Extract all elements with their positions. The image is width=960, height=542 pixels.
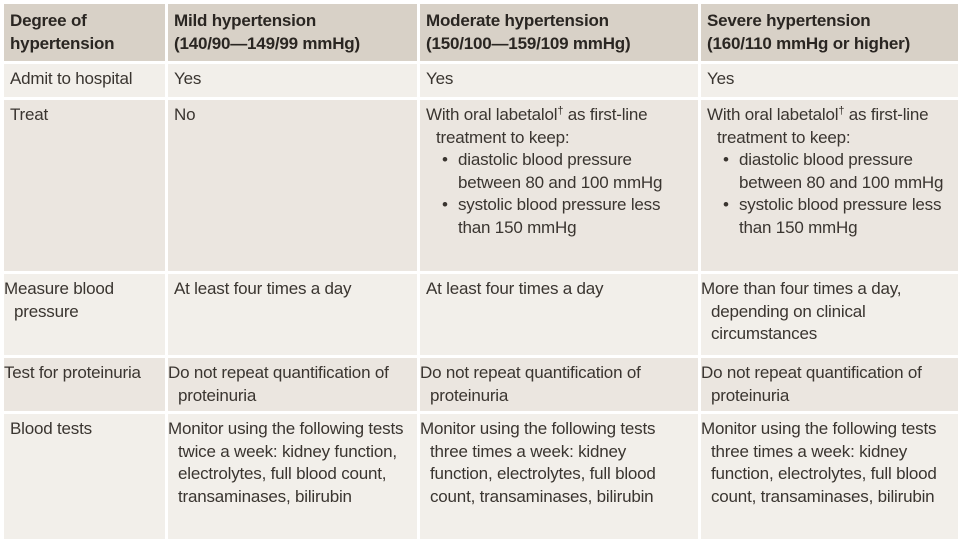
treat-severe-bullets: [707, 149, 952, 239]
header-mild-title: Mild hypertension: [174, 11, 317, 30]
row-treat-label: Treat: [3, 99, 167, 273]
row-measure-severe: More than four times a day, depending on clinical circumstances: [700, 273, 960, 357]
row-blood-tests-severe: Monitor using the following tests three times a week: kidney function, electrolytes, full blood count, transaminases, bilirubin: [700, 413, 960, 541]
header-degree-line1: Degree of: [10, 11, 87, 30]
header-degree-line2: hypertension: [10, 33, 115, 53]
row-blood-tests: [3, 413, 960, 541]
treat-severe-intro-end: as first-line treatment to keep:: [717, 105, 929, 147]
row-treat-mild: No: [167, 99, 419, 273]
row-treat-severe: [700, 99, 960, 273]
dagger-mark: †: [838, 105, 845, 117]
treat-moderate-intro-text: With oral labetalol: [426, 105, 558, 124]
dagger-mark: †: [557, 105, 564, 117]
row-treat: [3, 99, 960, 273]
row-admit: [3, 63, 960, 99]
treat-moderate-bullet-diastolic: • diastolic blood pressure between 80 and 100 mmHg: [438, 149, 692, 194]
header-severe-range: (160/110 mmHg or higher): [707, 33, 911, 53]
row-admit-moderate: Yes: [419, 63, 700, 99]
treat-moderate-bullets: [426, 149, 692, 239]
row-measure-moderate: At least four times a day: [419, 273, 700, 357]
treat-severe-bullet-systolic: • systolic blood pressure less than 150 mmHg: [719, 194, 952, 239]
header-row: [3, 3, 960, 63]
hypertension-management-table: [1, 1, 960, 542]
header-mild: [167, 3, 419, 63]
header-severe-title: Severe hypertension: [707, 11, 871, 30]
header-severe: [700, 3, 960, 63]
header-mild-range: (140/90—149/99 mmHg): [174, 33, 360, 53]
row-measure-mild: At least four times a day: [167, 273, 419, 357]
header-moderate: [419, 3, 700, 63]
row-proteinuria-label: Test for proteinuria: [3, 357, 167, 413]
row-measure-label: Measure blood pressure: [3, 273, 167, 357]
row-proteinuria-severe: Do not repeat quantification of proteinuria: [700, 357, 960, 413]
treat-moderate-intro-end: as first-line treatment to keep:: [436, 105, 648, 147]
header-degree: [3, 3, 167, 63]
row-proteinuria-moderate: Do not repeat quantification of proteinuria: [419, 357, 700, 413]
treat-moderate-intro: [426, 104, 692, 149]
row-admit-mild: Yes: [167, 63, 419, 99]
row-treat-moderate: [419, 99, 700, 273]
row-admit-label: Admit to hospital: [3, 63, 167, 99]
row-blood-tests-label: Blood tests: [3, 413, 167, 541]
header-moderate-title: Moderate hypertension: [426, 11, 609, 30]
row-proteinuria-mild: Do not repeat quantification of proteinuria: [167, 357, 419, 413]
row-admit-severe: Yes: [700, 63, 960, 99]
row-proteinuria: [3, 357, 960, 413]
row-blood-tests-mild: Monitor using the following tests twice a week: kidney function, electrolytes, full blood count, transaminases, bilirubin: [167, 413, 419, 541]
row-blood-tests-moderate: Monitor using the following tests three times a week: kidney function, electrolytes, full blood count, transaminases, bilirubin: [419, 413, 700, 541]
row-measure: [3, 273, 960, 357]
treat-moderate-bullet-systolic: • systolic blood pressure less than 150 mmHg: [438, 194, 692, 239]
treat-severe-bullet-diastolic: • diastolic blood pressure between 80 and 100 mmHg: [719, 149, 952, 194]
treat-severe-intro: [707, 104, 952, 149]
treat-severe-intro-text: With oral labetalol: [707, 105, 839, 124]
header-moderate-range: (150/100—159/109 mmHg): [426, 33, 631, 53]
